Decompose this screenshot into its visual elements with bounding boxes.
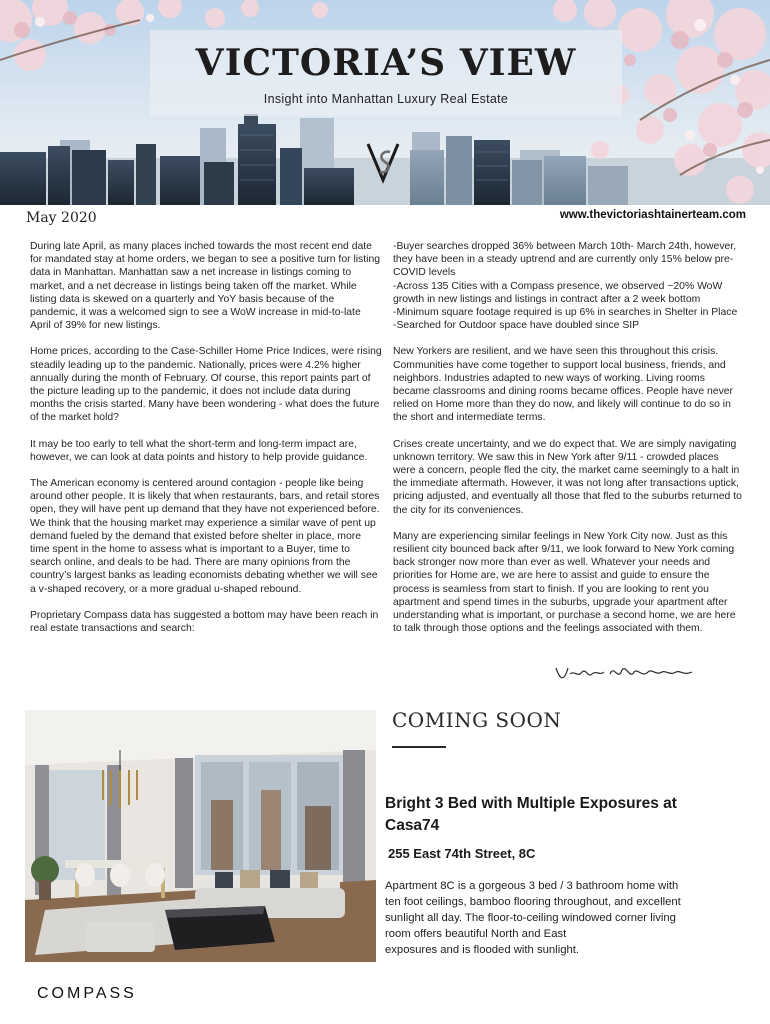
heading-divider <box>392 746 446 748</box>
description-line: exposures and is flooded with sunlight. <box>385 944 580 956</box>
data-bullet: -Searched for Outdoor space have doubled since SIP <box>393 320 640 332</box>
left-article-column <box>30 240 382 648</box>
article-paragraph: Home prices, according to the Case-Schiller Home Price Indices, were rising steadily leading up to the pandemic. Nationally, prices were 4.2% higher annually during the month of February. Of course, this report paints part of the picture leading up to the pandemic, it does not include data during months the crisis started. Many have been wondering - what does the future of the market hold? <box>30 346 382 424</box>
article-paragraph: Proprietary Compass data has suggested a bottom may have been reach in real estate transactions and search: <box>30 609 379 635</box>
listing-description <box>385 878 730 958</box>
article-paragraph: It may be too early to tell what the short-term and long-term impact are, however, we can look at data points and history to help provide guidance. <box>30 438 368 463</box>
living-room-photo <box>25 710 376 962</box>
compass-logo: COMPASS <box>37 985 137 1002</box>
description-line: ten foot ceilings, bamboo flooring throughout, and excellent <box>385 896 681 908</box>
title-box <box>150 30 622 116</box>
listing-address: 255 East 74th Street, 8C <box>388 846 536 861</box>
description-line: room offers beautiful North and East <box>385 928 567 940</box>
article-paragraph: New Yorkers are resilient, and we have seen this throughout this crisis. Communities have come together to support local business, friends, and neighbors. Industries adapted to new ways of working. Living rooms became classrooms and dining rooms became offices. People have never relied on Home more than they do now, and likely will continue to do so in the short and intermediate terms. <box>393 346 733 424</box>
coming-soon-heading: COMING SOON <box>392 708 562 732</box>
website-link[interactable]: www.thevictoriashtainerteam.com <box>559 209 746 221</box>
description-line: Apartment 8C is a gorgeous 3 bed / 3 bathroom home with <box>385 880 679 892</box>
article-paragraph: During late April, as many places inched towards the most recent end date for mandated stay at home orders, we began to see a positive turn for listing data in Manhattan. Manhattan saw a net increase in listings coming to market, and a net decrease in listings being taken off the market. While listing data is skewed on a quarterly and YoY basis because of the pandemic, it was a welcomed sign to see a WoW increase in mid-to-late April of 39% for new listings. <box>30 241 381 332</box>
issue-date: May 2020 <box>26 210 97 226</box>
listing-title: Bright 3 Bed with Multiple Exposures at Casa74 <box>385 795 677 834</box>
signature-image <box>552 660 702 688</box>
description-line: sunlight all day. The floor-to-ceiling windowed corner living <box>385 912 676 924</box>
newsletter-subtitle: Insight into Manhattan Luxury Real Estate <box>263 92 509 106</box>
article-paragraph: Crises create uncertainty, and we do expect that. We are simply navigating unknown territory. We saw this in New York after 9/11 - crowded places were a concern, people fled the city, the market came seemingly to a halt in the immediate aftermath. However, it was not long after transactions uptick, pricing adjusted, and eventually all those that fled to the suburbs returned to the city for its conveniences. <box>393 438 742 516</box>
right-article-column <box>393 240 743 648</box>
article-paragraph: The American economy is centered around contagion - people like being around other people. It is likely that when restaurants, bars, and retail stores open, they will have pent up demand that they have not experienced before. We think that the housing market may experience a similar wave of pent up demand fueled by the demand that existed before shelter in place, more time spent in the home to assess what is important to a Buyer, time to search online, and deals to be had. There are many opinions from the country’s largest banks as leading economists debating whether we will see a v-shaped recovery, or a more gradual u-shaped rebound. <box>30 478 380 595</box>
data-bullet: -Minimum square footage required is up 6% in searches in Shelter in Place <box>393 307 738 319</box>
vs-monogram-icon <box>360 138 406 184</box>
header-banner <box>0 0 770 205</box>
data-bullet: -Across 135 Cities with a Compass presence, we observed ~20% WoW growth in new listings and listings in contract after a 2 week bottom <box>393 280 723 305</box>
newsletter-title: VICTORIA’S VIEW <box>195 42 577 84</box>
data-bullet: -Buyer searches dropped 36% between March 10th- March 24th, however, they have been in a steady uptrend and are currently only 15% below pre-COVID levels <box>393 241 737 279</box>
article-paragraph: Many are experiencing similar feelings in New York City now. Just as this resilient city bounced back after 9/11, we look forward to New York coming back stronger now more than ever as well. Whatever your needs and priorities for Home are, we are here to assist and guide to ensure the process is seamless from start to finish. If you are looking to rent you apartment and spend times in the suburbs, upgrade your apartment after understanding what is important, or purchase a second home, we are here to talk through those options and the feelings associated with them. <box>393 530 736 635</box>
